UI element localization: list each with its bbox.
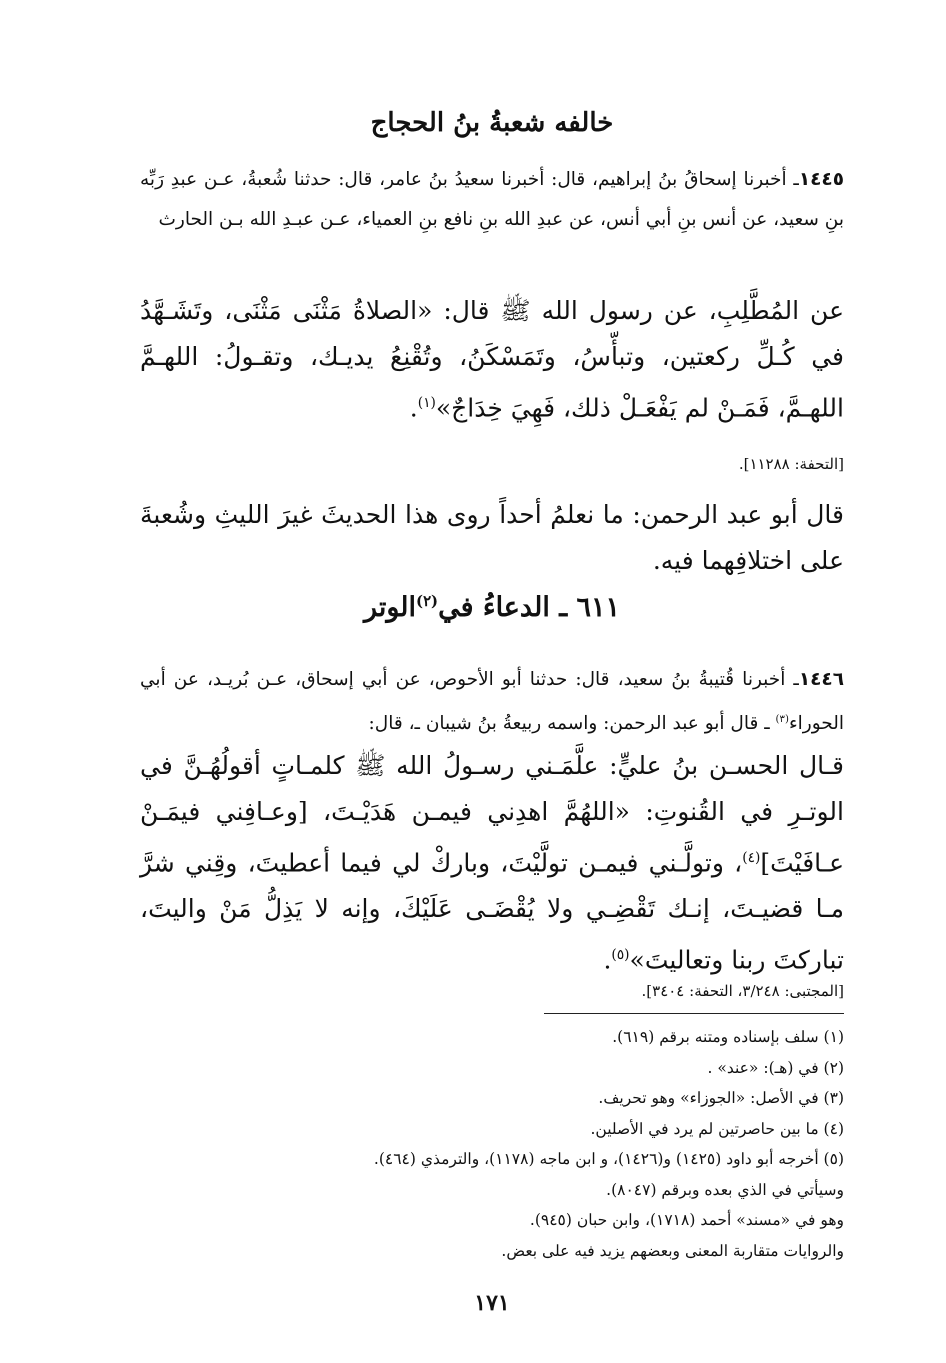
footnote-2: (٢) في (هـ): «عند» .: [707, 1058, 844, 1077]
author-comment: قال أبو عبد الرحمن: ما نعلمُ أحداً روى هذا الحديثَ غيرَ الليثِ وشُعبةَ على اختلافِهما فيه.: [140, 500, 844, 575]
footnote-5-cont-3: والروايات متقاربة المعنى وبعضهم يزيد فيه على بعض.: [501, 1241, 844, 1260]
matn-text-b: ، وتولَّـني فيمـن تولَّيْتَ، وباركْ لي فيما أعطيتَ، وقِني شرَّ مـا قضيـتَ، إنـك تَقْضِـي ولا يُقْضَـى عَلَيْكَ، وإنه لا يَذِلُّ مَنْ واليتَ، تباركتَ ربنا وتعاليتَ»: [140, 848, 844, 975]
hadith-number: ١٤٤٦: [798, 669, 844, 690]
tuhfa-reference: [التحفة: ١١٢٨٨].: [738, 455, 844, 473]
footnote-5-cont-1: وسيأتي في الذي بعده وبرقم (٨٠٤٧).: [606, 1180, 844, 1199]
footnote-ref: (٤): [742, 850, 761, 866]
footnote-ref: (١): [417, 395, 436, 411]
chapter-title-before: ٦١١ ـ الدعاءُ في: [438, 592, 621, 623]
matn-tail: .: [603, 945, 612, 975]
footnote-3: (٣) في الأصل: «الجوزاء» وهو تحريف.: [598, 1089, 844, 1107]
chapter-title-after: الوتر: [363, 592, 417, 623]
page: [140, 0, 844, 1363]
footnote-5: (٥) أخرجه أبو داود (١٤٢٥) و(١٤٢٦)، و ابن ماجه (١١٧٨)، والترمذي (٤٦٤).: [373, 1150, 844, 1168]
footnote-5-cont-2: وهو في «مسند» أحمد (١٧١٨)، وابن حبان (٩٤٥).: [529, 1211, 844, 1229]
matn-text: عن المُطَّلِبِ، عن رسول الله ﷺ قال: «الصلاةُ مَثْنَى مَثْنَى، وتَشَـهَّدُ في كُـلِّ ركعتين، وتبأّسُ، وتَمَسْكَنُ، وتُقْنِعُ يديـك، وتقـولُ: اللهـمَّ اللهـمَّ، فَمَـنْ لم يَفْعَـلْ ذلك، فَهِيَ خِدَاجٌ»: [140, 296, 844, 423]
hadith-1446-matn: [140, 743, 844, 984]
footnote-ref: (٢): [416, 592, 439, 610]
hadith-number: ١٤٤٥: [798, 169, 844, 190]
footnotes: [140, 1022, 844, 1266]
isnad-text: ـ أخبرنا إسحاقُ بنُ إبراهيم، قال: أخبرنا سعيدُ بنُ عامر، قال: حدثنا شُعبةُ، عـن عبدِ رَبِّه بنِ سعيد، عن أنس بنِ أبي أنس، عن عبدِ الله بنِ نافع بنِ العمياء، عـن عبـدِ الله بـن الحارث: [140, 169, 844, 230]
footnote-1: (١) سلف بإسناده ومتنه برقم (٦١٩).: [612, 1028, 844, 1046]
matn-text-a: قـال الحسـن بنُ عليٍّ: علَّمَـني رسـولُ الله ﷺ كلمـاتٍ أقولُهُـنَّ في الوتـرِ في القُنوتِ: «اللهُمَّ اهدِني فيمـن هَدَيْـتَ، [وعـافِني فيمَـنْ عـافَيْتَ]: [140, 751, 844, 878]
hadith-1446-isnad: [140, 660, 844, 744]
page-number: ١٧١: [474, 1290, 510, 1316]
chapter-title: [140, 592, 844, 623]
footnote-4: (٤) ما بين حاصرتين لم يرد في الأصلين.: [590, 1119, 844, 1138]
isnad-text-a: ـ أخبرنا قُتيبةُ بنُ سعيد، قال: حدثنا أبو الأحوص، عن أبي إسحاق، عـن بُريـد، عن أبي الحوراء: [140, 669, 844, 735]
footnote-ref: (٥): [611, 947, 630, 964]
footnote-separator: [544, 1013, 844, 1014]
isnad-text-b: ـ قال أبو عبد الرحمن: واسمه ربيعةُ بنُ شيبان ـ، قال:: [368, 713, 776, 735]
hadith-1445-isnad: [140, 160, 844, 240]
footnote-ref: (٣): [775, 714, 789, 725]
hadith-1445-matn: عن المُطَّلِبِ، عن رسول الله ﷺ قال: «الصلاةُ مَثْنَى مَثْنَى، وتَشَـهَّدُ في كُـلِّ ركعتين، وتبأّسُ، وتَمَسْكَنُ، وتُقْنِعُ يديـك، وتقـولُ: اللهـمَّ اللهـمَّ، فَمَـنْ لم يَفْعَـلْ ذلك، فَهِيَ خِدَاجٌ»$^{(١)}$.: [140, 296, 844, 423]
section-heading: خالفه شعبةُ بنُ الحجاج: [370, 108, 614, 138]
mujtaba-reference: [المجتبى: ٣/٢٤٨، التحفة: ٣٤٠٤].: [641, 982, 844, 1000]
